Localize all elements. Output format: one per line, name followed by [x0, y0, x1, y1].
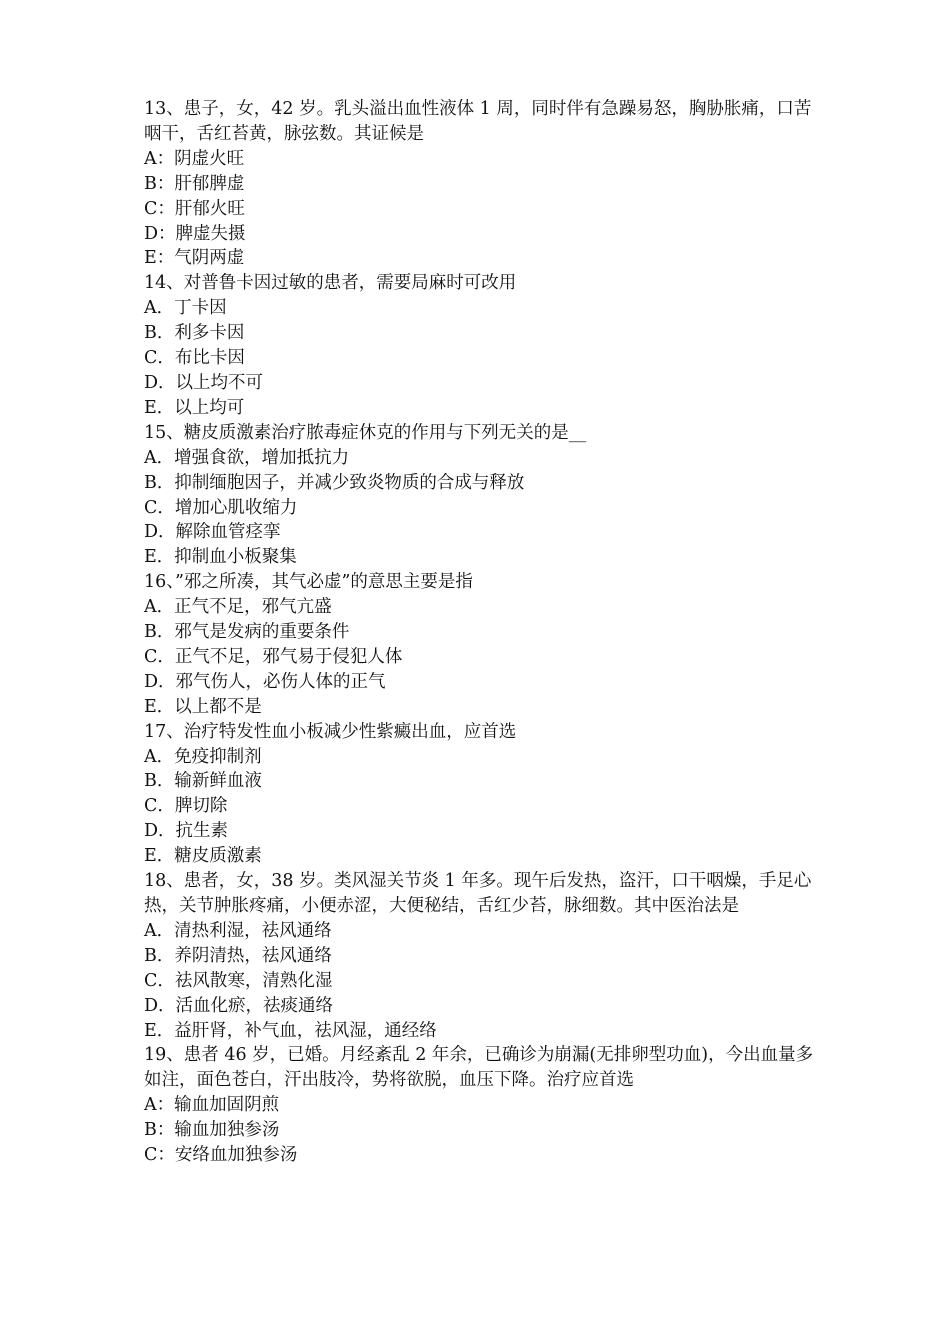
- question-stem: 13、患子，女，42 岁。乳头溢出血性液体 1 周，同时伴有急躁易怒，胸胁胀痛，口苦咽干，舌红苔黄，脉弦数。其证候是: [144, 99, 812, 144]
- question-stem: 15、糖皮质激素治疗脓毒症休克的作用与下列无关的是__: [144, 422, 587, 443]
- option-e: E．抑制血小板聚集: [144, 547, 297, 568]
- option-d: D．活血化瘀，祛痰通络: [144, 995, 334, 1016]
- option-c: C：肝郁火旺: [144, 198, 245, 219]
- option-b: B．养阴清热，祛风通络: [144, 945, 332, 966]
- option-a: A．清热利湿，祛风通络: [144, 920, 332, 941]
- option-a: A．正气不足，邪气亢盛: [144, 597, 332, 618]
- option-d: D．解除血管痉挛: [144, 522, 281, 543]
- question-15: [144, 421, 824, 570]
- option-e: E：气阴两虚: [144, 248, 245, 269]
- option-c: C．增加心肌收缩力: [144, 497, 298, 518]
- option-d: D：脾虚失摄: [144, 223, 246, 244]
- question-stem: 19、患者 46 岁，已婚。月经紊乱 2 年余，已确诊为崩漏(无排卵型功血)，今出血量多如注，面色苍白，汗出肢冷，势将欲脱，血压下降。治疗应首选: [144, 1045, 814, 1091]
- option-a: A．免疫抑制剂: [144, 746, 262, 767]
- question-14: [144, 271, 824, 420]
- option-b: B．邪气是发病的重要条件: [144, 622, 350, 643]
- option-b: B．输新鲜血液: [144, 771, 262, 792]
- option-c: C．布比卡因: [144, 348, 245, 369]
- question-19: [144, 1043, 824, 1168]
- option-d: D．以上均不可: [144, 372, 264, 393]
- option-b: B：输血加独参汤: [144, 1120, 280, 1141]
- option-c: C．祛风散寒，清熟化湿: [144, 970, 333, 991]
- option-c: C．脾切除: [144, 796, 228, 817]
- option-b: B：肝郁脾虚: [144, 173, 245, 194]
- option-e: E．糖皮质激素: [144, 846, 262, 867]
- option-e: E．以上均可: [144, 397, 245, 418]
- option-d: D．抗生素: [144, 821, 229, 842]
- option-c: C：安络血加独参汤: [144, 1145, 298, 1166]
- option-c: C．正气不足，邪气易于侵犯人体: [144, 646, 403, 667]
- question-16: [144, 570, 824, 719]
- question-stem: 14、对普鲁卡因过敏的患者，需要局麻时可改用: [144, 273, 517, 294]
- option-d: D．邪气伤人，必伤人体的正气: [144, 671, 386, 692]
- document-page: [144, 97, 824, 1168]
- option-a: A．丁卡因: [144, 298, 227, 319]
- option-e: E．以上都不是: [144, 696, 262, 717]
- option-b: B．利多卡因: [144, 323, 245, 344]
- question-stem: 18、患者，女，38 岁。类风湿关节炎 1 年多。现午后发热，盗汗，口干咽燥，手足心热，关节肿胀疼痛，小便赤涩，大便秘结，舌红少苔，脉细数。其中医治法是: [144, 871, 812, 916]
- question-17: [144, 720, 824, 869]
- option-a: A．增强食欲，增加抵抗力: [144, 447, 350, 468]
- question-13: [144, 97, 824, 271]
- option-b: B．抑制缅胞因子，并减少致炎物质的合成与释放: [144, 472, 525, 493]
- question-18: [144, 869, 824, 1043]
- question-stem: 17、治疗特发性血小板减少性紫癜出血，应首选: [144, 721, 517, 742]
- option-a: A：阴虚火旺: [144, 148, 245, 169]
- option-a: A：输血加固阴煎: [144, 1095, 280, 1116]
- option-e: E．益肝肾，补气血，祛风湿，通经络: [144, 1020, 437, 1041]
- question-stem: 16、”邪之所凑，其气必虚”的意思主要是指: [144, 572, 473, 593]
